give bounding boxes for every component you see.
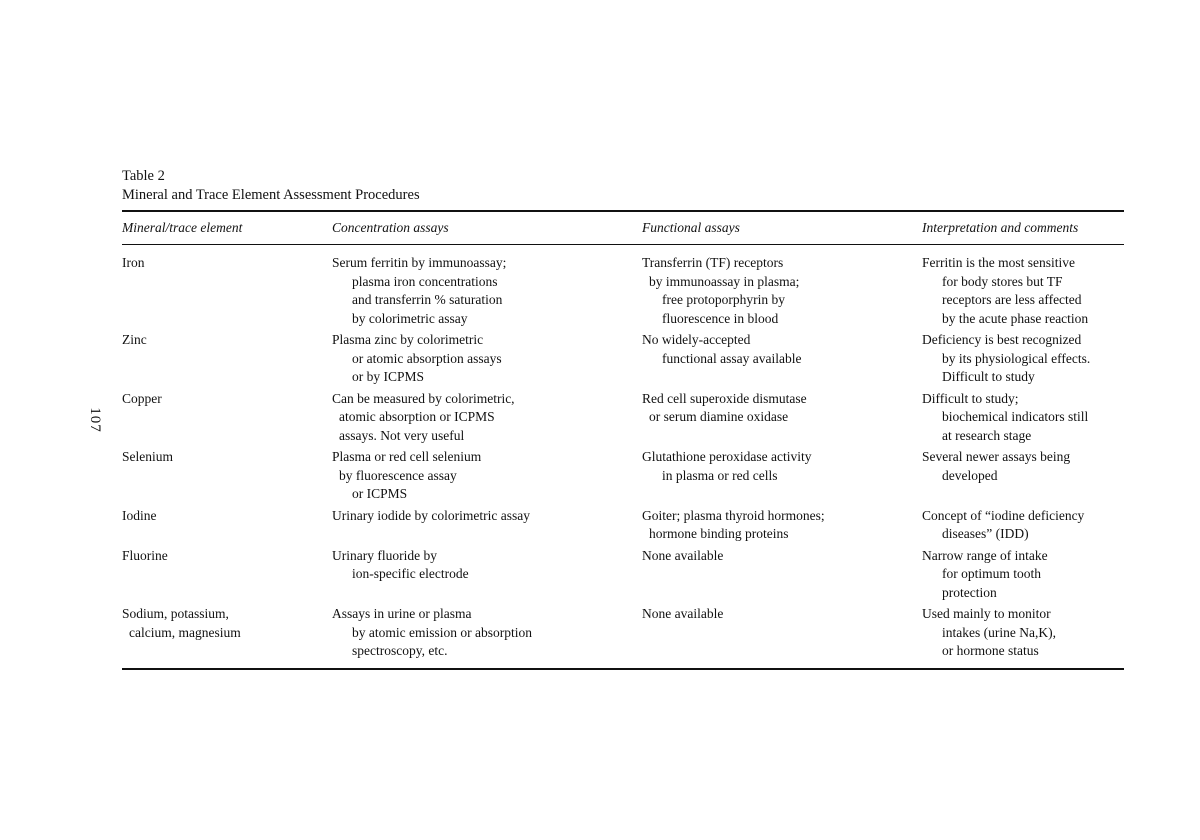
cell-line: Narrow range of intake bbox=[922, 547, 1048, 563]
cell-concentration bbox=[332, 390, 642, 449]
cell-element bbox=[122, 245, 332, 331]
header-interpretation: Interpretation and comments bbox=[922, 220, 1079, 235]
cell-line: Copper bbox=[122, 390, 162, 406]
cell-line: ion-specific electrode bbox=[352, 566, 469, 581]
cell-line: Zinc bbox=[122, 332, 147, 347]
cell-line: Concept of “iodine deficiency bbox=[922, 507, 1085, 523]
table-row bbox=[122, 547, 1124, 606]
cell-line: Ferritin is the most sensitive bbox=[922, 255, 1075, 270]
cell-functional bbox=[642, 390, 922, 449]
cell-line: Red cell superoxide dismutase bbox=[642, 390, 807, 406]
cell-line: spectroscopy, etc. bbox=[352, 643, 448, 658]
cell-concentration bbox=[332, 507, 642, 547]
cell-line: by its physiological effects. bbox=[942, 350, 1091, 366]
cell-functional bbox=[642, 605, 922, 664]
cell-line: Urinary fluoride by bbox=[332, 547, 437, 563]
cell-concentration bbox=[332, 245, 642, 331]
cell-line: Difficult to study bbox=[942, 369, 1035, 384]
cell-line: functional assay available bbox=[662, 350, 802, 366]
cell-line: developed bbox=[942, 467, 998, 483]
cell-concentration bbox=[332, 448, 642, 507]
cell-line: No widely-accepted bbox=[642, 332, 751, 347]
cell-line: intakes (urine Na,K), bbox=[942, 624, 1056, 640]
table-title: Mineral and Trace Element Assessment Procedures bbox=[122, 187, 420, 203]
cell-line: or serum diamine oxidase bbox=[649, 409, 789, 424]
cell-line: Iodine bbox=[122, 507, 157, 523]
cell-line: by atomic emission or absorption bbox=[352, 624, 532, 640]
cell-line: by colorimetric assay bbox=[352, 310, 468, 326]
cell-interpretation bbox=[922, 331, 1124, 390]
cell-line: calcium, magnesium bbox=[129, 624, 241, 640]
cell-element bbox=[122, 390, 332, 449]
cell-line: by immunoassay in plasma; bbox=[649, 273, 800, 289]
cell-line: Fluorine bbox=[122, 547, 168, 563]
cell-line: Several newer assays being bbox=[922, 449, 1071, 464]
cell-line: plasma iron concentrations bbox=[352, 273, 498, 289]
table-row bbox=[122, 605, 1124, 664]
cell-line: None available bbox=[642, 606, 724, 621]
cell-functional bbox=[642, 547, 922, 606]
cell-interpretation bbox=[922, 245, 1124, 331]
cell-line: at research stage bbox=[942, 427, 1032, 443]
cell-line: Iron bbox=[122, 255, 145, 270]
page-number: 107 bbox=[87, 407, 103, 433]
cell-line: Serum ferritin by immunoassay; bbox=[332, 255, 507, 270]
cell-concentration bbox=[332, 547, 642, 606]
cell-functional bbox=[642, 245, 922, 331]
table-row bbox=[122, 507, 1124, 547]
cell-line: assays. Not very useful bbox=[339, 427, 465, 443]
cell-line: for body stores but TF bbox=[942, 273, 1063, 289]
cell-line: Assays in urine or plasma bbox=[332, 606, 472, 621]
table-bottom-rule bbox=[122, 668, 1124, 670]
table-row bbox=[122, 448, 1124, 507]
cell-line: atomic absorption or ICPMS bbox=[339, 409, 495, 424]
cell-line: None available bbox=[642, 547, 724, 563]
cell-line: or by ICPMS bbox=[352, 369, 425, 384]
table-row bbox=[122, 331, 1124, 390]
cell-interpretation bbox=[922, 448, 1124, 507]
cell-line: by fluorescence assay bbox=[339, 467, 457, 483]
cell-line: free protoporphyrin by bbox=[662, 292, 785, 307]
cell-line: diseases” (IDD) bbox=[942, 526, 1029, 541]
cell-element bbox=[122, 605, 332, 664]
cell-line: and transferrin % saturation bbox=[352, 292, 503, 307]
cell-functional bbox=[642, 331, 922, 390]
cell-functional bbox=[642, 448, 922, 507]
cell-line: fluorescence in blood bbox=[662, 310, 779, 326]
cell-line: Used mainly to monitor bbox=[922, 606, 1051, 621]
cell-line: Goiter; plasma thyroid hormones; bbox=[642, 507, 825, 523]
cell-line: receptors are less affected bbox=[942, 292, 1082, 307]
cell-interpretation bbox=[922, 605, 1124, 664]
table-row bbox=[122, 390, 1124, 449]
cell-interpretation bbox=[922, 547, 1124, 606]
assessment-table bbox=[122, 212, 1124, 664]
cell-line: Selenium bbox=[122, 449, 173, 464]
cell-element bbox=[122, 507, 332, 547]
cell-element bbox=[122, 331, 332, 390]
cell-concentration bbox=[332, 605, 642, 664]
cell-line: Deficiency is best recognized bbox=[922, 332, 1082, 347]
table-block bbox=[122, 166, 1124, 670]
table-label: Table 2 bbox=[122, 168, 165, 184]
header-mineral: Mineral/trace element bbox=[122, 220, 243, 235]
cell-functional bbox=[642, 507, 922, 547]
cell-line: by the acute phase reaction bbox=[942, 310, 1089, 326]
cell-line: Plasma zinc by colorimetric bbox=[332, 332, 484, 347]
cell-line: Glutathione peroxidase activity bbox=[642, 449, 812, 464]
table-header-row bbox=[122, 212, 1124, 244]
cell-line: Difficult to study; bbox=[922, 390, 1019, 406]
cell-line: Transferrin (TF) receptors bbox=[642, 255, 784, 270]
cell-concentration bbox=[332, 331, 642, 390]
header-concentration: Concentration assays bbox=[332, 220, 449, 235]
cell-line: biochemical indicators still bbox=[942, 409, 1089, 424]
cell-line: or ICPMS bbox=[352, 486, 408, 501]
cell-line: hormone binding proteins bbox=[649, 526, 789, 541]
cell-line: or atomic absorption assays bbox=[352, 350, 502, 366]
cell-line: Plasma or red cell selenium bbox=[332, 449, 482, 464]
cell-line: protection bbox=[942, 584, 997, 600]
cell-line: Urinary iodide by colorimetric assay bbox=[332, 507, 530, 523]
cell-line: in plasma or red cells bbox=[662, 467, 778, 483]
cell-interpretation bbox=[922, 390, 1124, 449]
table-row bbox=[122, 245, 1124, 331]
cell-element bbox=[122, 448, 332, 507]
cell-line: Can be measured by colorimetric, bbox=[332, 390, 515, 406]
cell-line: or hormone status bbox=[942, 643, 1039, 658]
cell-line: for optimum tooth bbox=[942, 566, 1041, 581]
cell-line: Sodium, potassium, bbox=[122, 606, 229, 621]
header-functional: Functional assays bbox=[642, 220, 740, 235]
cell-interpretation bbox=[922, 507, 1124, 547]
cell-element bbox=[122, 547, 332, 606]
